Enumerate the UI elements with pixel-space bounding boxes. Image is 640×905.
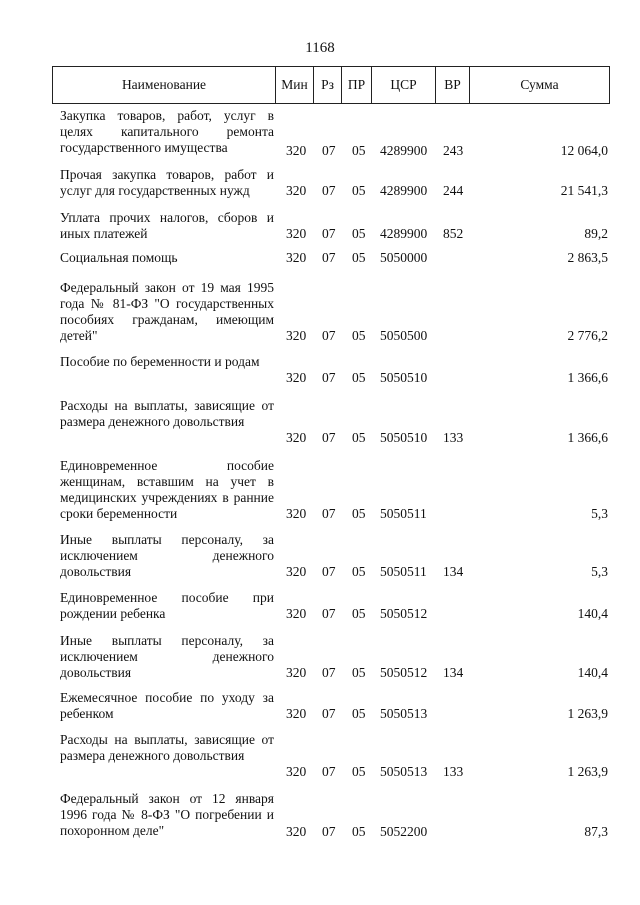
table-row (0, 242, 640, 266)
row-rz: 07 (322, 226, 336, 241)
row-csr: 5050500 (380, 328, 428, 343)
row-pr: 05 (352, 706, 366, 721)
row-rz: 07 (322, 370, 336, 385)
row-sum: 1 366,6 (567, 370, 608, 385)
row-rz: 07 (322, 764, 336, 779)
row-sum: 140,4 (577, 665, 608, 680)
table-row (0, 681, 640, 722)
row-sum: 87,3 (584, 824, 608, 839)
row-name: Единовременное пособие женщинам, вставшим на учет в медицинских учреждениях в ранние сроки беременности (60, 458, 274, 521)
table-row (0, 780, 640, 840)
row-rz: 07 (322, 430, 336, 445)
row-min: 320 (286, 564, 307, 579)
row-sum: 21 541,3 (560, 183, 608, 198)
row-csr: 4289900 (380, 226, 428, 241)
row-name: Федеральный закон от 12 января 1996 года № 8-ФЗ "О погребении и похоронном деле" (60, 791, 274, 838)
row-rz: 07 (322, 564, 336, 579)
row-name: Единовременное пособие при рождении ребенка (60, 590, 274, 621)
row-min: 320 (286, 824, 307, 839)
row-min: 320 (286, 250, 307, 265)
row-name: Иные выплаты персоналу, за исключением денежного довольствия (60, 633, 274, 680)
row-pr: 05 (352, 564, 366, 579)
row-rz: 07 (322, 328, 336, 343)
row-vr: 134 (443, 564, 464, 579)
row-sum: 12 064,0 (560, 143, 608, 158)
row-pr: 05 (352, 824, 366, 839)
table-body (0, 108, 640, 840)
row-vr: 133 (443, 430, 464, 445)
row-sum: 1 263,9 (567, 764, 608, 779)
row-min: 320 (286, 606, 307, 621)
row-min: 320 (286, 328, 307, 343)
row-rz: 07 (322, 706, 336, 721)
row-csr: 4289900 (380, 183, 428, 198)
row-rz: 07 (322, 606, 336, 621)
header-rz: Рз (313, 67, 341, 103)
page-number: 1168 (305, 40, 335, 56)
row-sum: 1 366,6 (567, 430, 608, 445)
row-pr: 05 (352, 764, 366, 779)
row-min: 320 (286, 183, 307, 198)
row-pr: 05 (352, 328, 366, 343)
row-pr: 05 (352, 143, 366, 158)
row-min: 320 (286, 665, 307, 680)
table-row (0, 386, 640, 446)
header-vr: ВР (435, 67, 469, 103)
row-rz: 07 (322, 143, 336, 158)
row-csr: 5050512 (380, 606, 428, 621)
row-csr: 5050513 (380, 706, 428, 721)
row-csr: 4289900 (380, 143, 428, 158)
table-row (0, 266, 640, 344)
row-pr: 05 (352, 250, 366, 265)
table-row (0, 159, 640, 199)
row-min: 320 (286, 506, 307, 521)
row-vr: 852 (443, 226, 464, 241)
row-min: 320 (286, 226, 307, 241)
row-name: Расходы на выплаты, зависящие от размера денежного довольствия (60, 732, 274, 763)
row-pr: 05 (352, 370, 366, 385)
row-csr: 5050510 (380, 370, 428, 385)
header-name: Наименование (121, 77, 207, 92)
row-rz: 07 (322, 183, 336, 198)
table-row (0, 446, 640, 522)
table-header (52, 66, 610, 104)
row-csr: 5050511 (380, 564, 427, 579)
row-vr: 133 (443, 764, 464, 779)
header-pr: ПР (341, 67, 371, 103)
row-sum: 89,2 (584, 226, 608, 241)
row-rz: 07 (322, 665, 336, 680)
row-vr: 134 (443, 665, 464, 680)
row-name: Закупка товаров, работ, услуг в целях капитального ремонта государственного имущества (60, 108, 274, 155)
row-pr: 05 (352, 665, 366, 680)
table-row (0, 108, 640, 159)
row-csr: 5050511 (380, 506, 427, 521)
row-csr: 5050510 (380, 430, 428, 445)
row-sum: 1 263,9 (567, 706, 608, 721)
row-sum: 2 863,5 (567, 250, 608, 265)
row-rz: 07 (322, 250, 336, 265)
row-pr: 05 (352, 183, 366, 198)
row-vr: 243 (443, 143, 464, 158)
row-min: 320 (286, 706, 307, 721)
row-sum: 5,3 (591, 564, 608, 579)
header-min: Мин (275, 67, 313, 103)
row-name: Социальная помощь (60, 250, 178, 265)
row-vr: 244 (443, 183, 464, 198)
row-csr: 5050000 (380, 250, 428, 265)
table-row (0, 622, 640, 681)
table-row (0, 344, 640, 386)
row-name: Уплата прочих налогов, сборов и иных платежей (60, 210, 274, 241)
row-sum: 5,3 (591, 506, 608, 521)
row-min: 320 (286, 764, 307, 779)
row-rz: 07 (322, 506, 336, 521)
header-sum: Сумма (469, 67, 609, 103)
table-row (0, 522, 640, 580)
row-pr: 05 (352, 226, 366, 241)
row-sum: 140,4 (577, 606, 608, 621)
row-min: 320 (286, 430, 307, 445)
row-csr: 5052200 (380, 824, 428, 839)
row-min: 320 (286, 143, 307, 158)
row-min: 320 (286, 370, 307, 385)
row-name: Прочая закупка товаров, работ и услуг для государственных нужд (60, 167, 274, 198)
row-sum: 2 776,2 (567, 328, 608, 343)
table-row (0, 722, 640, 780)
row-name: Пособие по беременности и родам (60, 354, 260, 369)
table-row (0, 580, 640, 622)
row-csr: 5050513 (380, 764, 428, 779)
row-pr: 05 (352, 606, 366, 621)
row-name: Ежемесячное пособие по уходу за ребенком (60, 690, 274, 721)
table-row (0, 199, 640, 242)
row-rz: 07 (322, 824, 336, 839)
row-pr: 05 (352, 506, 366, 521)
row-name: Иные выплаты персоналу, за исключением денежного довольствия (60, 532, 274, 579)
row-csr: 5050512 (380, 665, 428, 680)
row-name: Расходы на выплаты, зависящие от размера денежного довольствия (60, 398, 274, 429)
row-pr: 05 (352, 430, 366, 445)
header-csr: ЦСР (371, 67, 435, 103)
row-name: Федеральный закон от 19 мая 1995 года № 81-ФЗ "О государственных пособиях гражданам, имеющим детей" (60, 280, 274, 343)
